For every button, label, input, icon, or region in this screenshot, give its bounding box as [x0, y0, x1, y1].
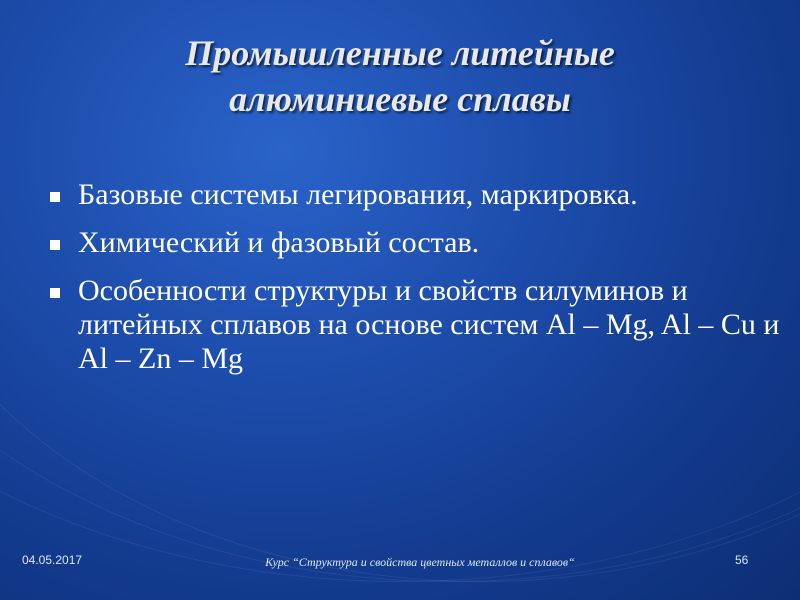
slide-title-line: Промышленные литейные	[185, 33, 615, 73]
slide-title	[40, 30, 760, 122]
square-bullet-icon	[50, 240, 60, 250]
bullet-list	[48, 178, 788, 390]
bullet-item	[48, 226, 788, 260]
footer-date: 04.05.2017	[22, 553, 83, 567]
square-bullet-icon	[50, 288, 60, 298]
bullet-text: Базовые системы легирования, маркировка.	[78, 178, 638, 211]
bullet-item	[48, 178, 788, 212]
bullet-text: Химический и фазовый состав.	[78, 226, 480, 259]
bullet-item	[48, 274, 788, 376]
slide-title-line: алюминиевые сплавы	[229, 79, 571, 119]
footer-course-name: Курс “Структура и свойства цветных металлов и сплавов“	[265, 555, 575, 569]
slide-number: 56	[735, 553, 749, 567]
bullet-text: Особенности структуры и свойств силуминов и литейных сплавов на основе систем Al – Mg, Al – Cu и Al – Zn – Mg	[78, 274, 780, 375]
square-bullet-icon	[50, 192, 60, 202]
